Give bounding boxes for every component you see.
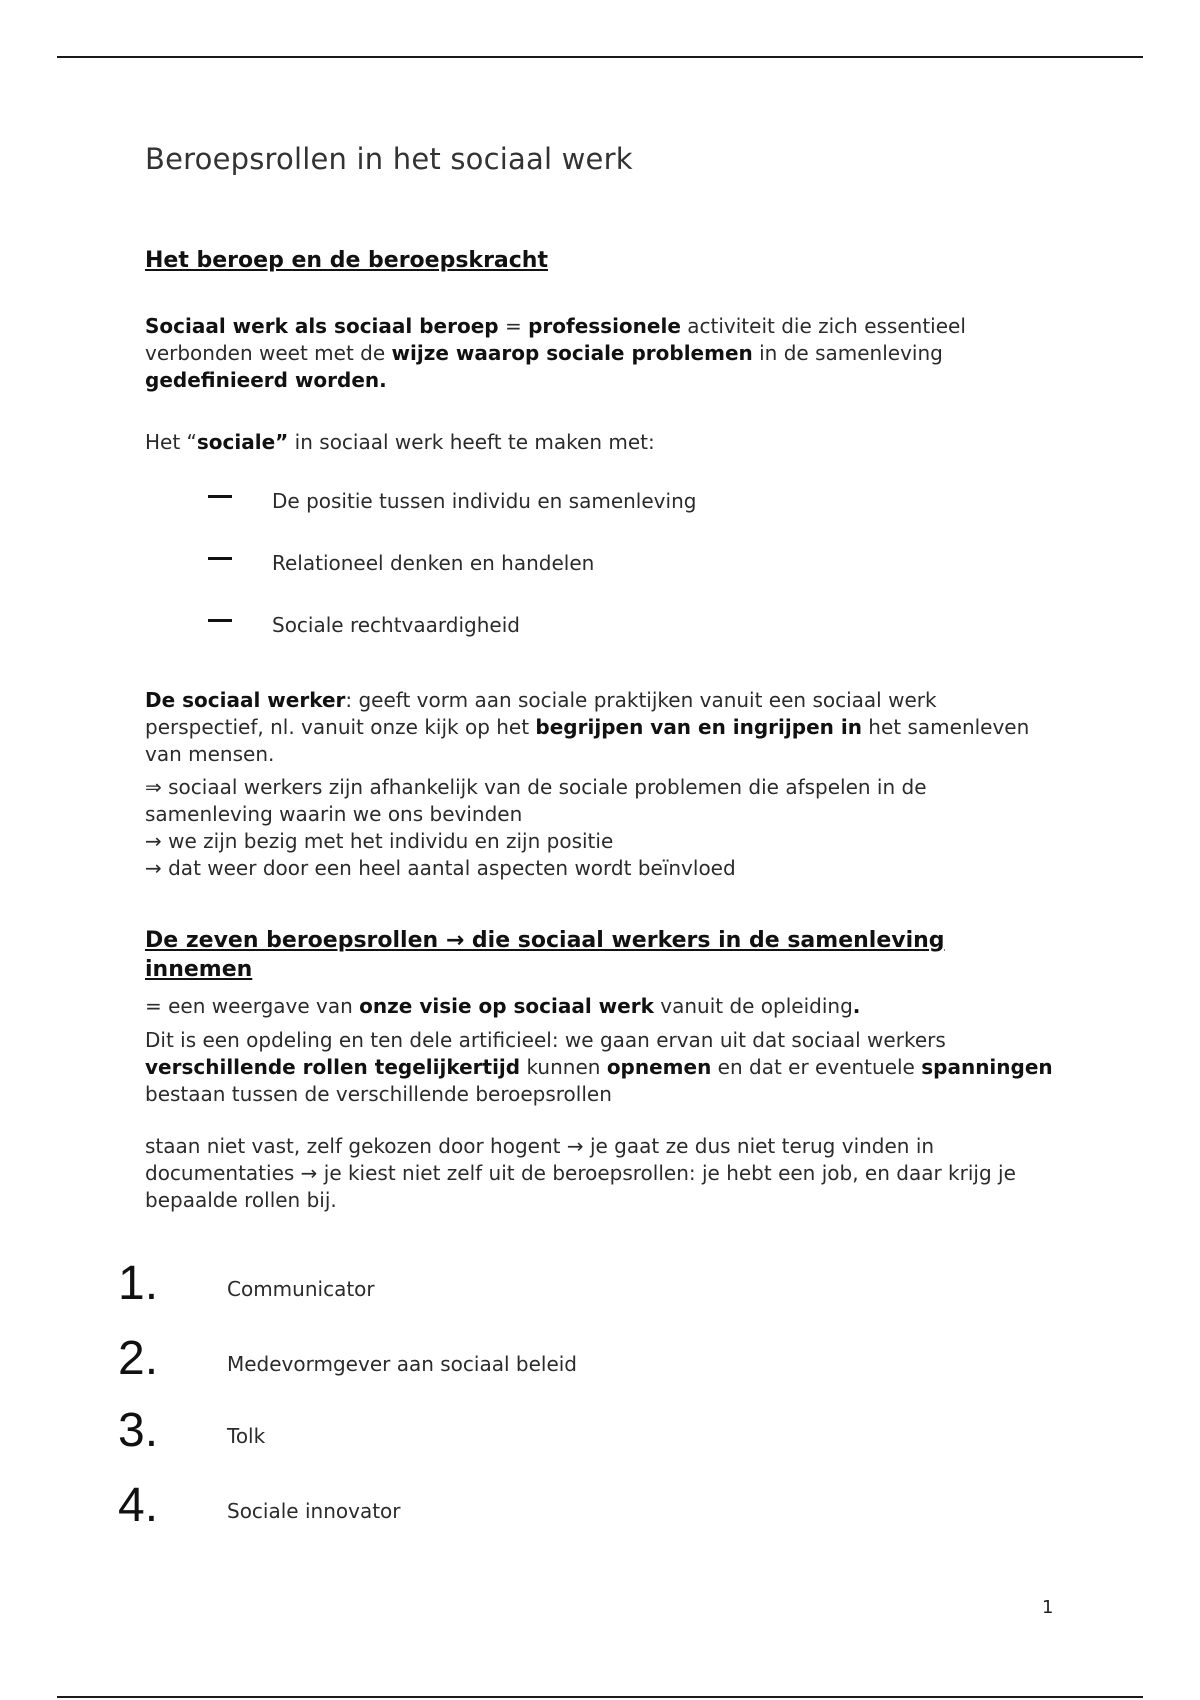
opdeling-paragraph: Dit is een opdeling en ten dele artificieel: we gaan ervan uit dat sociaal werkers verschillende rollen tegelijkertijd kunnen opnemen en dat er eventuele spanningen bestaan tussen de verschillende beroepsrollen: [145, 1028, 1053, 1106]
list-item: De positie tussen individu en samenleving: [208, 488, 696, 515]
arrow-line: ⇒ sociaal werkers zijn afhankelijk van de sociale problemen die afspelen in de samenleving waarin we ons bevinden: [145, 775, 927, 826]
dash-icon: [208, 619, 232, 622]
list-item: Sociale rechtvaardigheid: [208, 612, 520, 639]
top-rule: [57, 56, 1143, 58]
definition-paragraph: Sociaal werk als sociaal beroep = professionele activiteit die zich essentieel verbonden weet met de wijze waarop sociale problemen in de samenleving gedefinieerd worden.: [145, 314, 966, 392]
list-item: Relationeel denken en handelen: [208, 550, 594, 577]
page-number: 1: [1042, 1597, 1054, 1618]
consequence-lines: [145, 774, 1045, 882]
dash-icon: [208, 557, 232, 560]
dash-icon: [208, 495, 232, 498]
arrow-line: → dat weer door een heel aantal aspecten wordt beïnvloed: [145, 856, 736, 880]
sociale-intro: Het “sociale” in sociaal werk heeft te maken met:: [145, 430, 655, 454]
section-heading-beroepsrollen: De zeven beroepsrollen → die sociaal werkers in de samenleving innemen: [145, 928, 945, 982]
vision-line: = een weergave van onze visie op sociaal werk vanuit de opleiding.: [145, 994, 861, 1018]
section-heading-beroep: Het beroep en de beroepskracht: [145, 248, 548, 273]
note-paragraph: staan niet vast, zelf gekozen door hogent → je gaat ze dus niet terug vinden in documentaties → je kiest niet zelf uit de beroepsrollen: je hebt een job, en daar krijg je bepaalde rollen bij.: [145, 1134, 1016, 1212]
sociaal-werker-paragraph: De sociaal werker: geeft vorm aan sociale praktijken vanuit een sociaal werk perspectief, nl. vanuit onze kijk op het begrijpen van en ingrijpen in het samenleven van mensen.: [145, 688, 1030, 766]
bottom-rule: [57, 1696, 1143, 1698]
page-title: Beroepsrollen in het sociaal werk: [145, 142, 633, 176]
arrow-line: → we zijn bezig met het individu en zijn positie: [145, 829, 614, 853]
